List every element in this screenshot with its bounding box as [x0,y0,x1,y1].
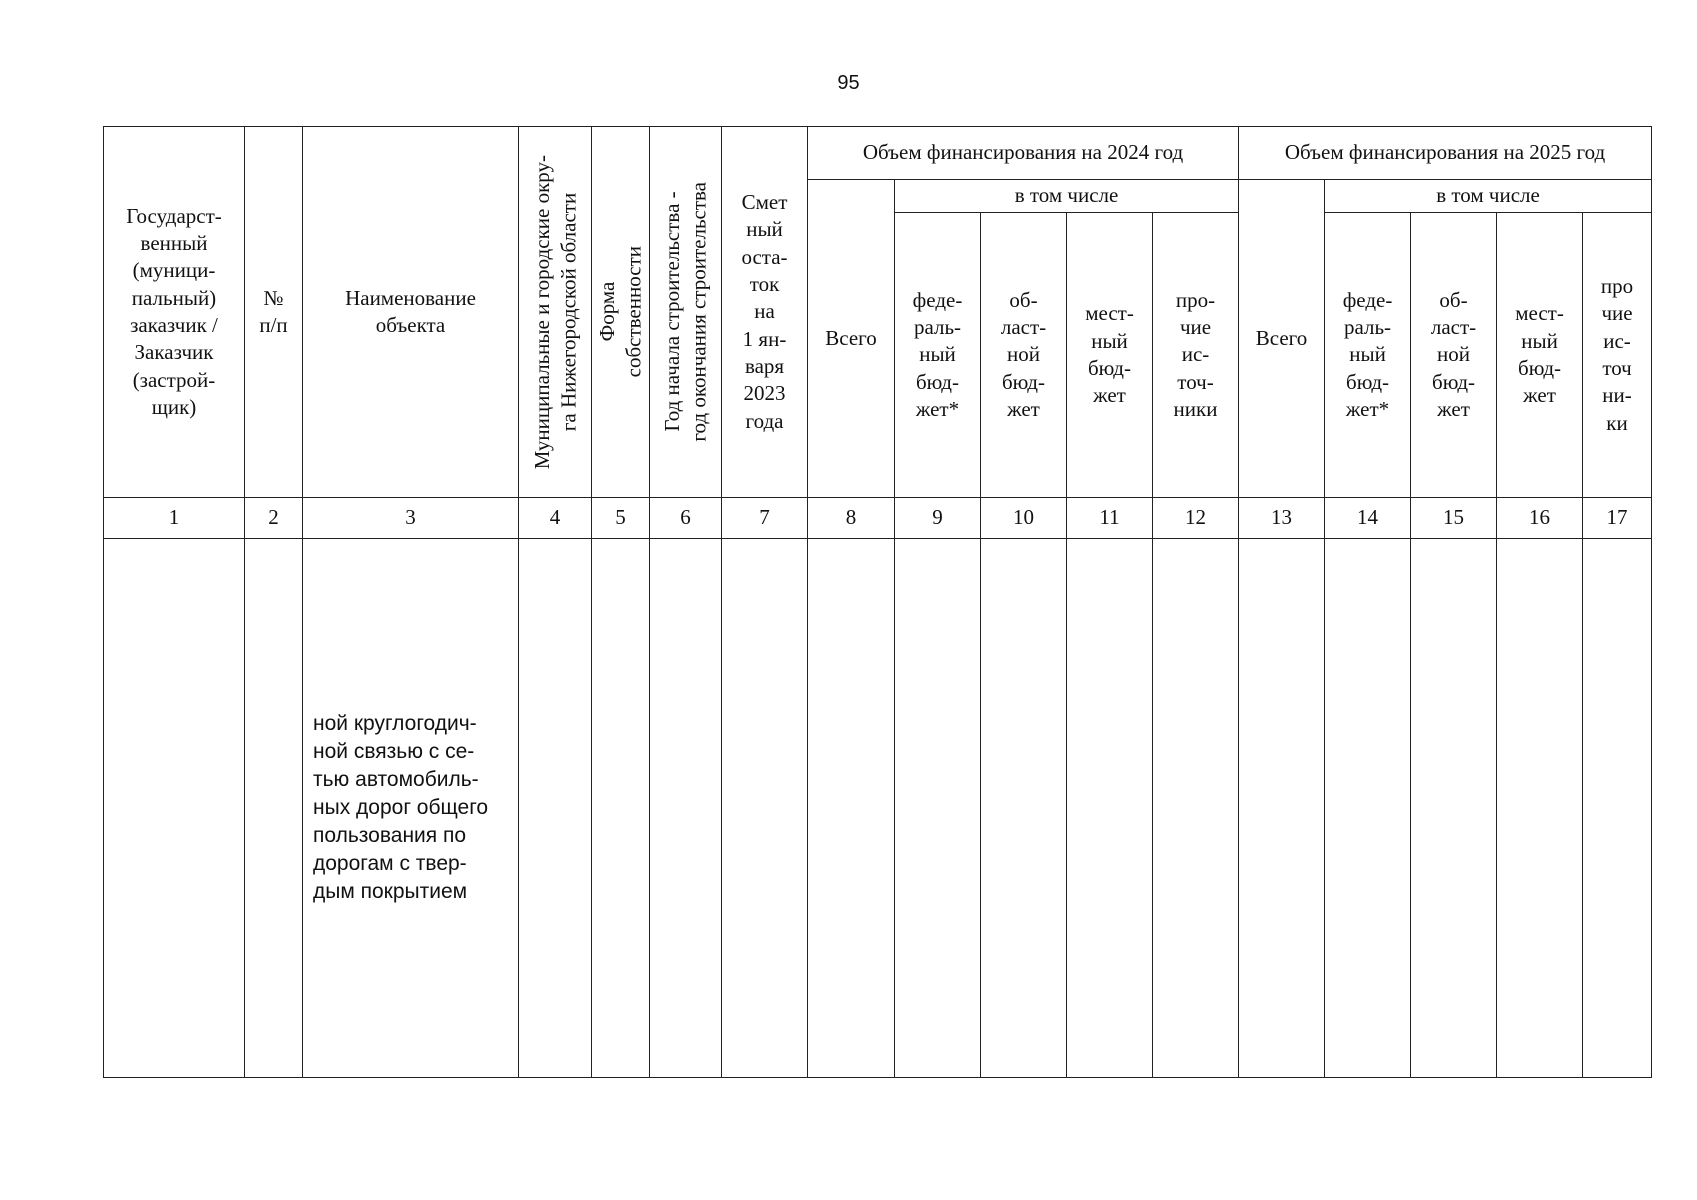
text-line: жет [1523,383,1556,408]
text-line: жет [1437,396,1470,421]
text-line: года [745,408,784,433]
text-line: точ [1602,356,1632,380]
text-line: год окончания строительства [686,182,711,442]
text-line: ис- [1603,328,1631,353]
text-line: объекта [375,313,446,337]
text-line: п/п [259,313,288,337]
text-line: об- [1009,287,1038,312]
text-line: га Нижегородской области [556,192,580,432]
cell-total-2025 [1239,539,1325,1078]
header-regional-2025 [1411,213,1497,498]
cell-local-2024 [1067,539,1153,1078]
text-line: Наименование [345,285,476,310]
column-number: 7 [722,498,808,539]
cell-local-2025 [1497,539,1583,1078]
page-number: 95 [837,72,860,94]
text-line: ной круглогодич- [313,712,477,735]
column-number: 13 [1239,498,1325,539]
text-line: дым покрытием [313,880,468,903]
header-federal-2024 [895,213,981,498]
text-line: тью автомобиль- [313,768,479,791]
column-number: 5 [592,498,650,539]
text-line: про [1600,274,1634,299]
text-line: феде- [1342,287,1393,312]
text-line: 1 ян- [742,326,787,351]
header-construction-years [650,127,722,498]
cell-ownership-form [592,539,650,1078]
text-line: ной связью с се- [313,740,475,763]
cell-customer [104,539,245,1078]
text-line: ный [1091,328,1128,353]
cell-federal-2024 [895,539,981,1078]
header-object-name [303,127,519,498]
cell-item-number [245,539,303,1078]
text-line: бюд- [1432,369,1475,394]
column-number: 1 [104,498,245,539]
text-line: пользования по [313,824,467,847]
text-line: раль- [1343,315,1392,340]
text-line: 2023 [743,381,786,406]
text-line: феде- [912,287,963,312]
cell-construction-years [650,539,722,1078]
text-line: бюд- [916,369,959,394]
text-line: ных дорог общего [313,796,489,819]
text-line: жет [1093,383,1126,408]
text-line: ласт- [1000,315,1047,340]
cell-federal-2025 [1325,539,1411,1078]
text-line: оста- [741,244,788,269]
header-financing-2024: Объем финансирования на 2024 год [808,127,1239,180]
column-number: 11 [1067,498,1153,539]
cell-estimated-balance [722,539,808,1078]
header-customer [104,127,245,498]
cell-regional-2025 [1411,539,1497,1078]
column-number: 15 [1411,498,1497,539]
text-line: ной [1007,342,1040,367]
text-line: дорогам с твер- [313,852,467,875]
text-line: мест- [1515,301,1564,326]
text-line: (муници- [132,258,216,283]
text-line: раль- [913,315,962,340]
header-local-2024 [1067,213,1153,498]
column-number: 12 [1153,498,1239,539]
text-line: ласт- [1430,315,1477,340]
text-line: ки [1606,410,1628,435]
text-line: Год начала строительства - [660,191,685,433]
column-number: 3 [303,498,519,539]
text-line: ный [1521,328,1558,353]
text-line: мест- [1085,301,1134,326]
text-line: щик) [151,394,197,419]
table-row [104,539,1652,1078]
text-line: ни- [1602,383,1632,408]
column-number: 9 [895,498,981,539]
header-total-2025: Всего [1239,180,1325,498]
text-line: пальный) [131,285,217,310]
text-line: Форма [595,282,620,342]
column-number: 4 [519,498,592,539]
text-line: собственности [621,246,646,378]
text-line: чие [1601,301,1633,326]
header-ownership-form [592,127,650,498]
text-line: бюд- [1088,356,1131,380]
header-including-2025: в том числе [1325,180,1652,213]
header-estimated-balance [722,127,808,498]
text-line: № [263,285,284,310]
text-line: жет* [915,396,960,421]
text-line: чие [1179,315,1212,340]
cell-municipal-district [519,539,592,1078]
column-number: 10 [981,498,1067,539]
text-line: ный [1349,342,1386,367]
column-number: 16 [1497,498,1583,539]
text-line: Заказчик [134,340,214,365]
text-line: ис- [1181,342,1210,367]
column-number: 2 [245,498,303,539]
text-line: (застрой- [132,367,216,392]
header-total-2024: Всего [808,180,895,498]
text-line: ники [1173,396,1218,421]
header-item-number [245,127,303,498]
text-line: ток [749,272,780,297]
text-line: заказчик / [130,313,218,337]
header-other-2025 [1583,213,1652,498]
text-line: точ- [1177,369,1214,394]
text-line: ный [919,342,956,367]
header-federal-2025 [1325,213,1411,498]
investment-table [103,126,1652,1078]
text-line: варя [744,353,785,378]
cell-regional-2024 [981,539,1067,1078]
text-line: жет* [1345,396,1390,421]
column-number: 6 [650,498,722,539]
text-line: об- [1439,287,1468,312]
text-line: на [754,299,775,324]
column-number: 8 [808,498,895,539]
text-line: Государст- [126,203,222,228]
column-number: 17 [1583,498,1652,539]
header-local-2025 [1497,213,1583,498]
text-line: ной [1437,342,1470,367]
text-line: Смет [741,190,788,215]
header-regional-2024 [981,213,1067,498]
text-line: бюд- [1346,369,1389,394]
column-number-row [104,498,1652,539]
header-municipal-districts [519,127,592,498]
header-other-2024 [1153,213,1239,498]
text-line: бюд- [1518,356,1561,380]
header-financing-2025: Объем финансирования на 2025 год [1239,127,1652,180]
text-line: венный [140,231,208,256]
cell-total-2024 [808,539,895,1078]
text-line: про- [1175,287,1216,312]
cell-other-2025 [1583,539,1652,1078]
header-including-2024: в том числе [895,180,1239,213]
text-line: Муниципальные и городские окру- [529,154,554,470]
text-line: жет [1007,396,1040,421]
cell-object-name [303,539,519,1078]
text-line: бюд- [1002,369,1045,394]
cell-other-2024 [1153,539,1239,1078]
text-line: ный [746,217,783,242]
column-number: 14 [1325,498,1411,539]
